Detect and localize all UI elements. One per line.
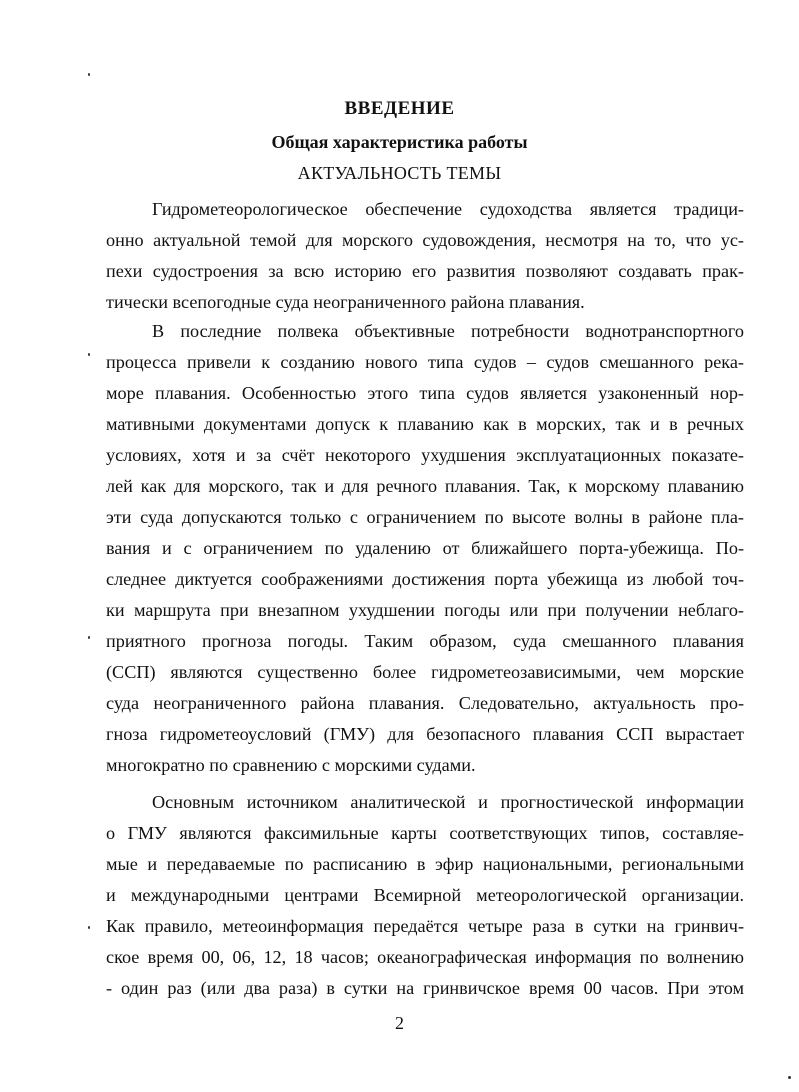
text-line: мативными документами допуск к плаванию как в морских, так и в речных [106,414,744,434]
text-line: вания и с ограничением по удалению от ближайшего порта-убежища. По- [106,538,744,558]
scan-speck [88,73,90,76]
text-line: условиях, хотя и за счёт некоторого ухудшения эксплуатационных показате- [106,445,744,465]
text-line: гноза гидрометеоусловий (ГМУ) для безопасного плавания ССП вырастает [106,724,744,744]
text-line: о ГМУ являются факсимильные карты соответствующих типов, составляе- [106,823,744,843]
text-line: мые и передаваемые по расписанию в эфир национальными, региональными [106,854,744,874]
text-line: процесса привели к созданию нового типа судов – судов смешанного река- [106,352,744,372]
page-number: 2 [395,1013,404,1033]
text-line: многократно по сравнению с морскими судами. [106,755,476,775]
scan-speck [88,353,90,356]
text-line: эти суда допускаются только с ограничением по высоте волны в районе пла- [106,507,744,527]
scan-speck [88,636,90,639]
chapter-title: ВВЕДЕНИЕ [344,98,455,119]
text-line: онно актуальной темой для морского судовождения, несмотря на то, что ус- [106,230,744,250]
scan-speck [788,1076,791,1079]
paragraph-2 [106,316,744,781]
text-line: Как правило, метеоинформация передаётся четыре раза в сутки на гринвич- [106,916,744,936]
scan-speck [88,926,90,929]
text-line: Основным источником аналитической и прогностической информации [152,792,744,812]
text-line: море плавания. Особенностью этого типа судов является узаконенный нор- [106,383,744,403]
text-line: следнее диктуется соображениями достижения порта убежища из любой точ- [106,569,744,589]
text-line: лей как для морского, так и для речного плавания. Так, к морскому плаванию [106,476,744,496]
paragraph-3 [106,787,744,1004]
text-line: ское время 00, 06, 12, 18 часов; океанографическая информация по волнению [106,947,744,967]
text-line: (ССП) являются существенно более гидрометеозависимыми, чем морские [106,662,744,682]
text-line: - один раз (или два раза) в сутки на гринвичское время 00 часов. При этом [106,978,744,998]
text-line: тически всепогодные суда неограниченного района плавания. [106,292,585,312]
text-line: и международными центрами Всемирной метеорологической организации. [106,885,744,905]
paragraph-1 [106,194,744,318]
text-line: ки маршрута при внезапном ухудшении погоды или при получении неблаго- [106,600,744,620]
text-line: пехи судостроения за всю историю его развития позволяют создавать прак- [106,261,744,281]
text-line: приятного прогноза погоды. Таким образом, суда смешанного плавания [106,631,744,651]
topic-heading: АКТУАЛЬНОСТЬ ТЕМЫ [297,163,502,183]
text-line: суда неограниченного района плавания. Следовательно, актуальность про- [106,693,744,713]
text-line: Гидрометеорологическое обеспечение судоходства является традици- [152,199,744,219]
text-line: В последние полвека объективные потребности воднотранспортного [152,321,744,341]
section-subtitle: Общая характеристика работы [271,132,528,152]
